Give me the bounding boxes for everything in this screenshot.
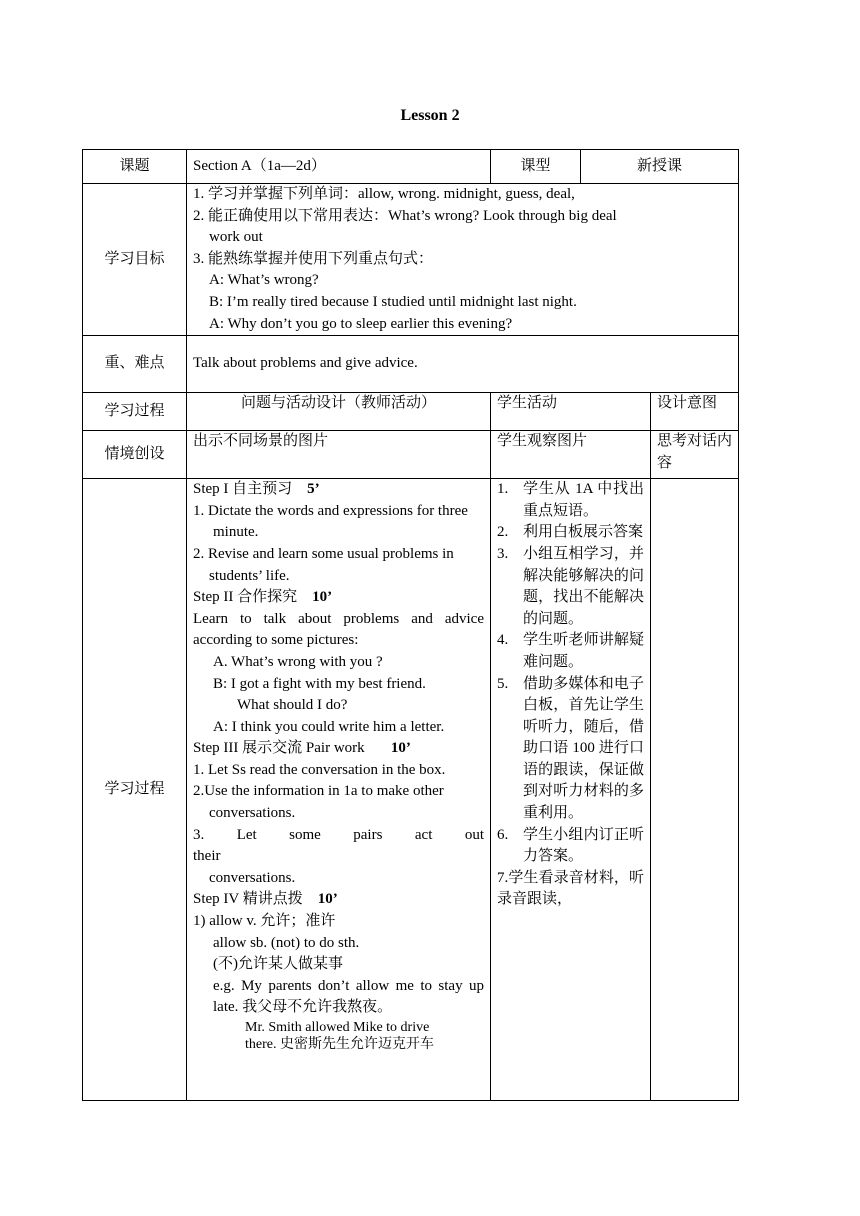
goal-line: A: What’s wrong? bbox=[209, 272, 319, 289]
page-title: Lesson 2 bbox=[400, 107, 460, 124]
design-intent-header: 设计意图 bbox=[651, 393, 739, 431]
step-line: 1. Dictate the words and expressions for three bbox=[193, 502, 468, 519]
goal-line: 2. 能正确使用以下常用表达：What’s wrong? Look through big deal bbox=[193, 207, 617, 224]
topic-label: 课题 bbox=[83, 150, 187, 184]
step-line: (不)允许某人做某事 bbox=[213, 956, 343, 973]
topic-value: Section A（1a—2d） bbox=[187, 150, 491, 184]
step-line: 2. Revise and learn some usual problems in bbox=[193, 545, 454, 562]
list-item: 5. 借助多媒体和电子白板，首先让学生听听力，随后，借助口语 100 进行口语的跟读，保证做到对听力材料的多重利用。 bbox=[497, 675, 644, 822]
step-line: 3. Let some pairs act out their bbox=[193, 826, 484, 865]
process-row bbox=[83, 479, 739, 1101]
step-heading: Step I 自主预习 5’ bbox=[193, 481, 320, 498]
step-line: 1) allow v. 允许；准许 bbox=[193, 913, 336, 930]
list-item: 6. 学生小组内订正听力答案。 bbox=[497, 826, 644, 865]
goals-label: 学习目标 bbox=[83, 184, 187, 336]
step-heading: Step IV 精讲点拨 10’ bbox=[193, 891, 338, 908]
goal-line: work out bbox=[209, 229, 263, 246]
process-header-row bbox=[83, 393, 739, 431]
step-line: conversations. bbox=[209, 869, 296, 886]
step-line: Mr. Smith allowed Mike to drive bbox=[245, 1020, 430, 1035]
step-line: A. What’s wrong with you ? bbox=[213, 653, 383, 670]
student-activities bbox=[491, 479, 651, 1101]
goal-line: B: I’m really tired because I studied until midnight last night. bbox=[209, 293, 577, 310]
lesson-plan-table bbox=[82, 149, 739, 1101]
situation-intent: 思考对话内容 bbox=[651, 431, 739, 479]
topic-row bbox=[83, 150, 739, 184]
student-activity-header: 学生活动 bbox=[491, 393, 651, 431]
situation-teacher: 出示不同场景的图片 bbox=[187, 431, 491, 479]
teacher-steps bbox=[187, 479, 491, 1101]
type-value: 新授课 bbox=[581, 150, 739, 184]
keypoints-value: Talk about problems and give advice. bbox=[187, 336, 739, 393]
process-header-label: 学习过程 bbox=[83, 393, 187, 431]
step-heading: Step II 合作探究 10’ bbox=[193, 589, 333, 606]
goals-row bbox=[83, 184, 739, 336]
goal-line: 3. 能熟练掌握并使用下列重点句式： bbox=[193, 250, 434, 267]
step-line: minute. bbox=[213, 524, 259, 541]
step-line: What should I do? bbox=[237, 697, 348, 714]
design-intent-cell bbox=[651, 479, 739, 1101]
keypoints-label: 重、难点 bbox=[83, 336, 187, 393]
type-label: 课型 bbox=[491, 150, 581, 184]
keypoints-row bbox=[83, 336, 739, 393]
list-item: 3. 小组互相学习，并解决能够解决的问题，找出不能解决的问题。 bbox=[497, 545, 644, 627]
step-line: 2.Use the information in 1a to make other bbox=[193, 783, 444, 800]
list-item: 2. 利用白板展示答案 bbox=[497, 524, 644, 541]
situation-label: 情境创设 bbox=[83, 431, 187, 479]
process-label: 学习过程 bbox=[83, 479, 187, 1101]
situation-student: 学生观察图片 bbox=[491, 431, 651, 479]
list-item: 1. 学生从 1A 中找出重点短语。 bbox=[497, 481, 644, 519]
step-heading: Step III 展示交流 Pair work 10’ bbox=[193, 740, 411, 757]
step-line: there. 史密斯先生允许迈克开车 bbox=[245, 1037, 434, 1052]
step-line: students’ life. bbox=[209, 567, 290, 584]
goal-line: A: Why don’t you go to sleep earlier this evening? bbox=[209, 315, 513, 332]
step-line: 1. Let Ss read the conversation in the box. bbox=[193, 761, 446, 778]
goal-line: 1. 学习并掌握下列单词：allow, wrong. midnight, guess, deal, bbox=[193, 186, 575, 202]
step-line: conversations. bbox=[209, 805, 296, 822]
student-activity-list bbox=[497, 479, 644, 911]
teacher-activity-header: 问题与活动设计（教师活动） bbox=[187, 393, 491, 431]
step-line: allow sb. (not) to do sth. bbox=[213, 934, 360, 951]
step-line: Learn to talk about problems and advice according to some pictures: bbox=[193, 610, 484, 649]
step-line: B: I got a fight with my best friend. bbox=[213, 675, 426, 692]
goals-content bbox=[187, 184, 739, 336]
step-line: e.g. My parents don’t allow me to stay up late. 我父母不允许我熬夜。 bbox=[213, 977, 484, 1016]
list-item: 7.学生看录音材料，听录音跟读， bbox=[497, 869, 644, 908]
step-line: A: I think you could write him a letter. bbox=[213, 718, 445, 735]
situation-row bbox=[83, 431, 739, 479]
list-item: 4. 学生听老师讲解疑难问题。 bbox=[497, 632, 644, 670]
